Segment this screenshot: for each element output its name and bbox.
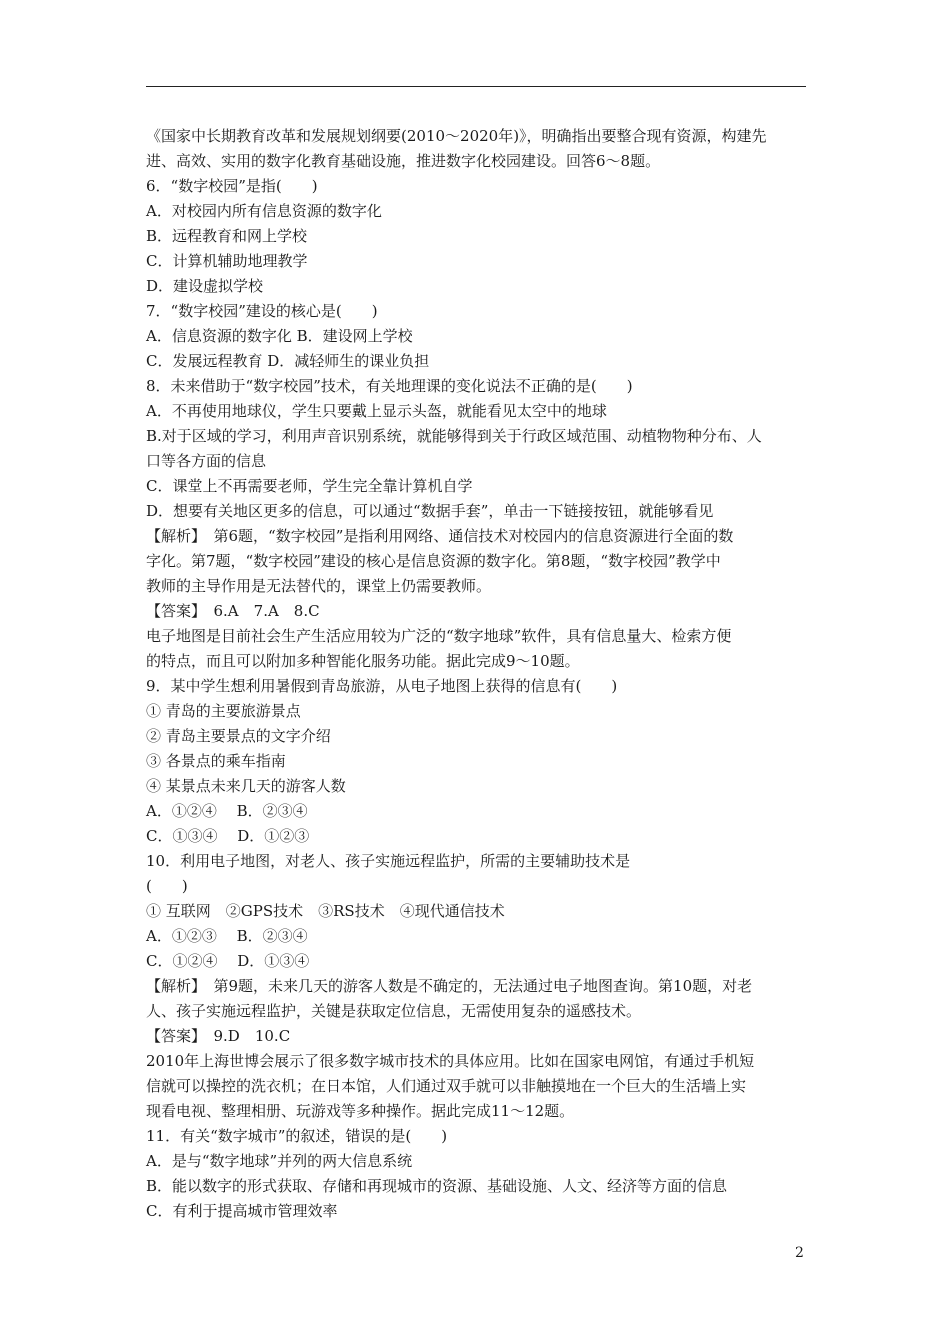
- question-line: ( ): [146, 877, 188, 895]
- option-line: C．计算机辅助地理教学: [146, 252, 308, 270]
- answer-line: 【答案】 9.D 10.C: [146, 1027, 291, 1045]
- text-line: 现看电视、整理相册、玩游戏等多种操作。据此完成11～12题。: [146, 1102, 575, 1120]
- text-line: 《国家中长期教育改革和发展规划纲要(2010～2020年)》，明确指出要整合现有资源，构建先: [146, 127, 767, 145]
- option-line: A．①②④ B．②③④: [146, 802, 308, 820]
- text-line: 进、高效、实用的数字化教育基础设施，推进数字化校园建设。回答6～8题。: [146, 152, 661, 170]
- option-line: B．远程教育和网上学校: [146, 227, 308, 245]
- question-line: 10．利用电子地图，对老人、孩子实施远程监护，所需的主要辅助技术是: [146, 852, 631, 870]
- analysis-line: 字化。第7题，“数字校园”建设的核心是信息资源的数字化。第8题，“数字校园”教学中: [146, 552, 721, 570]
- option-line: A．①②③ B．②③④: [146, 927, 308, 945]
- header-rule: [146, 86, 806, 87]
- option-line: D．想要有关地区更多的信息，可以通过“数据手套”，单击一下链接按钮，就能够看见: [146, 502, 714, 520]
- analysis-line: 【解析】 第9题，未来几天的游客人数是不确定的，无法通过电子地图查询。第10题，对老: [146, 977, 753, 995]
- option-line: ② 青岛主要景点的文字介绍: [146, 727, 331, 745]
- text-line: 电子地图是目前社会生产生活应用较为广泛的“数字地球”软件，具有信息量大、检索方便: [146, 627, 732, 645]
- analysis-line: 人、孩子实施远程监护，关键是获取定位信息，无需使用复杂的遥感技术。: [146, 1002, 642, 1020]
- option-line: ④ 某景点未来几天的游客人数: [146, 777, 346, 795]
- option-line: C．课堂上不再需要老师，学生完全靠计算机自学: [146, 477, 473, 495]
- question-line: 11．有关“数字城市”的叙述，错误的是( ): [146, 1127, 448, 1145]
- option-line: ③ 各景点的乘车指南: [146, 752, 286, 770]
- analysis-line: 教师的主导作用是无法替代的，课堂上仍需要教师。: [146, 577, 492, 595]
- option-line: A．信息资源的数字化 B．建设网上学校: [146, 327, 413, 345]
- question-line: 9．某中学生想利用暑假到青岛旅游，从电子地图上获得的信息有( ): [146, 677, 618, 695]
- text-line: 2010年上海世博会展示了很多数字城市技术的具体应用。比如在国家电网馆，有通过手机短: [146, 1052, 755, 1070]
- text-line: 的特点，而且可以附加多种智能化服务功能。据此完成9～10题。: [146, 652, 580, 670]
- analysis-line: 【解析】 第6题，“数字校园”是指利用网络、通信技术对校园内的信息资源进行全面的数: [146, 527, 734, 545]
- option-line: A．是与“数字地球”并列的两大信息系统: [146, 1152, 413, 1170]
- document-body: [146, 124, 810, 1224]
- option-line: B．能以数字的形式获取、存储和再现城市的资源、基础设施、人文、经济等方面的信息: [146, 1177, 728, 1195]
- question-line: 8．未来借助于“数字校园”技术，有关地理课的变化说法不正确的是( ): [146, 377, 633, 395]
- option-line: C．有利于提高城市管理效率: [146, 1202, 338, 1220]
- option-line: C．发展远程教育 D．减轻师生的课业负担: [146, 352, 430, 370]
- option-line: A．不再使用地球仪，学生只要戴上显示头盔，就能看见太空中的地球: [146, 402, 607, 420]
- answer-line: 【答案】 6.A 7.A 8.C: [146, 602, 320, 620]
- option-line: ① 青岛的主要旅游景点: [146, 702, 301, 720]
- option-line: 口等各方面的信息: [146, 452, 267, 470]
- option-line: C．①③④ D．①②③: [146, 827, 310, 845]
- option-line: C．①②④ D．①③④: [146, 952, 310, 970]
- option-line: A．对校园内所有信息资源的数字化: [146, 202, 382, 220]
- option-line: ① 互联网 ②GPS技术 ③RS技术 ④现代通信技术: [146, 902, 505, 920]
- question-line: 7．“数字校园”建设的核心是( ): [146, 302, 378, 320]
- option-line: D．建设虚拟学校: [146, 277, 264, 295]
- text-line: 信就可以操控的洗衣机；在日本馆，人们通过双手就可以非触摸地在一个巨大的生活墙上实: [146, 1077, 747, 1095]
- question-line: 6．“数字校园”是指( ): [146, 177, 318, 195]
- option-line: B.对于区域的学习，利用声音识别系统，就能够得到关于行政区域范围、动植物物种分布、人: [146, 427, 762, 445]
- page-number: 2: [795, 1245, 804, 1261]
